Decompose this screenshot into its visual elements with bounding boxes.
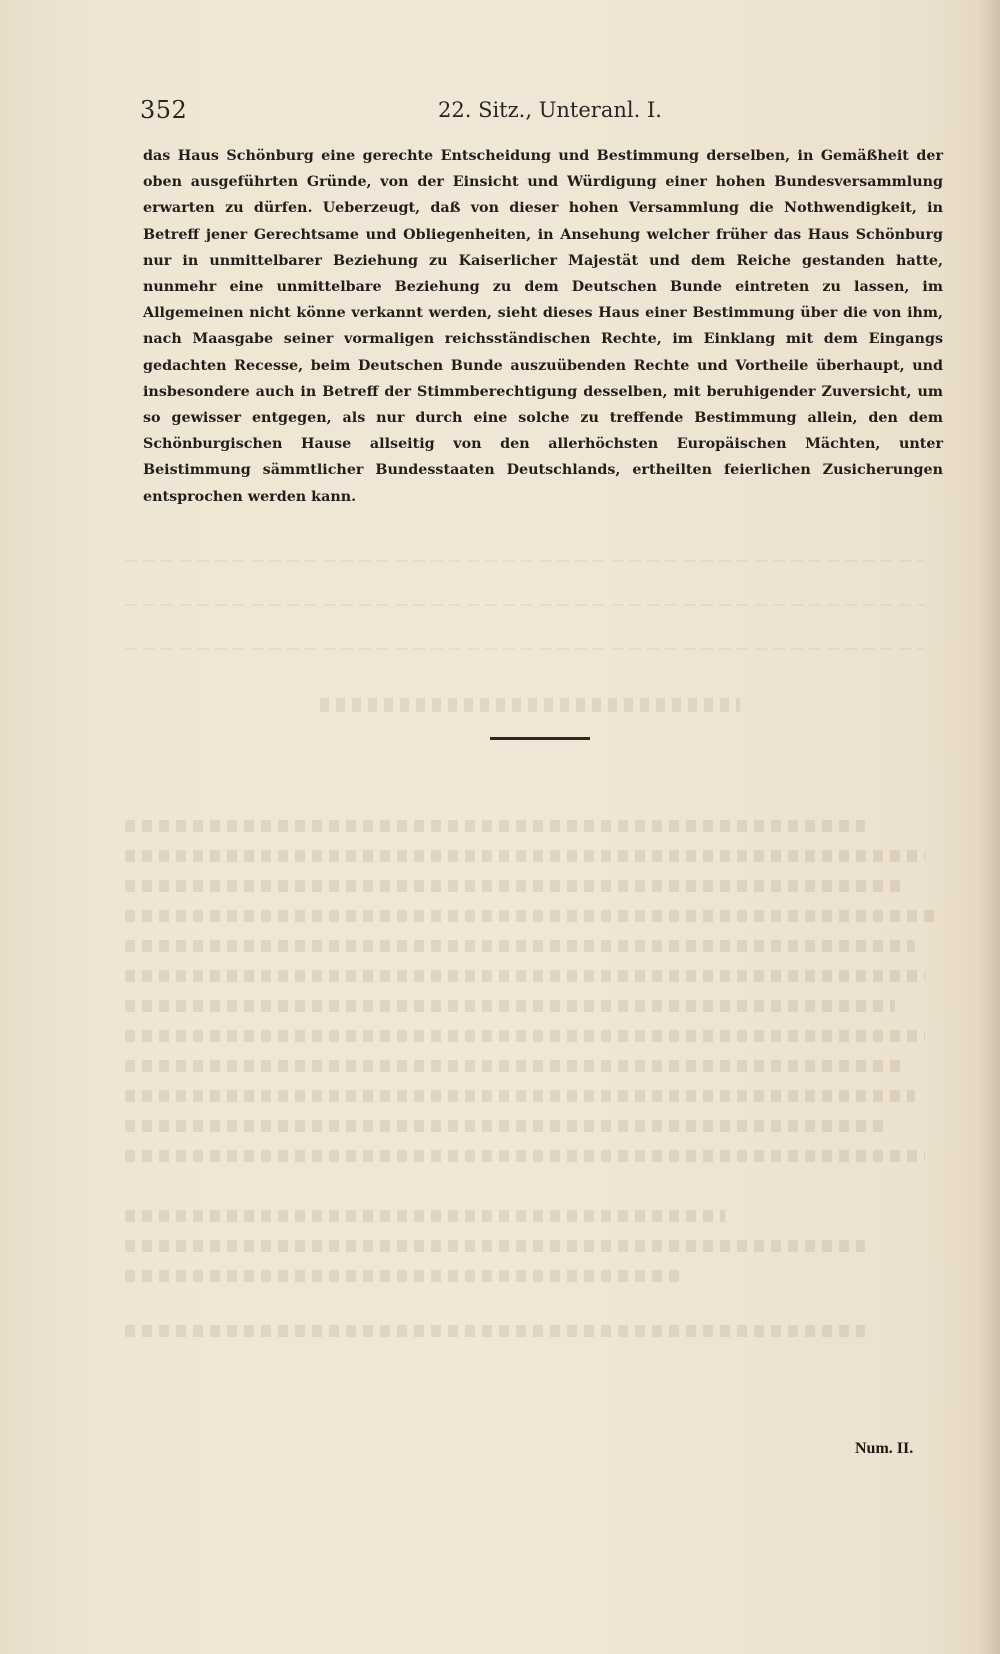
show-through-lines [125, 560, 925, 692]
show-through-line [125, 560, 925, 562]
show-through-text [320, 698, 740, 712]
bleed-line [125, 1210, 725, 1222]
running-head: 22. Sitz., Unteranl. I. [438, 98, 662, 122]
bleed-line [125, 1090, 915, 1102]
section-divider-rule [490, 737, 590, 740]
bleed-line [125, 1270, 685, 1282]
bleed-line [125, 1000, 895, 1012]
bleed-line [125, 880, 905, 892]
body-paragraph: das Haus Schönburg eine gerechte Entscheidung und Bestimmung derselben, in Gemäßheit der oben ausgeführten Gründe, von der Einsicht und Würdigung einer hohen Bundesversammlung erwarten zu dürfen. Ueberzeugt, daß von dieser hohen Versammlung die Nothwendigkeit, in Betreff jener Gerechtsame und Obliegenheiten, in Ansehung welcher früher das Haus Schönburg nur in unmittelbarer Beziehung zu Kaiserlicher Majestät und dem Reiche gestanden hatte, nunmehr eine unmittelbare Beziehung zu dem Deutschen Bunde eintreten zu lassen, im Allgemeinen nicht könne verkannt werden, sieht dieses Haus einer Bestimmung über die von ihm, nach Maasgabe seiner vormaligen reichsständischen Rechte, im Einklang mit dem Eingangs gedachten Recesse, beim Deutschen Bunde auszuübenden Rechte und Vortheile überhaupt, und insbesondere auch in Betreff der Stimmberechtigung desselben, mit beruhigender Zuversicht, um so gewisser entgegen, als nur durch eine solche zu treffende Bestimmung allein, den dem Schönburgischen Hause allseitig von den allerhöchsten Europäischen Mächten, unter Beistimmung sämmtlicher Bundesstaaten Deutschlands, ertheilten feierlichen Zusicherungen entsprochen werden kann. [143, 148, 943, 505]
bleed-line [125, 820, 865, 832]
bleed-line [125, 1120, 885, 1132]
page-header [140, 96, 940, 136]
bleed-line [125, 970, 925, 982]
bleed-line [125, 1240, 865, 1252]
bleed-line [125, 850, 925, 862]
bleed-line [125, 1150, 925, 1162]
bleed-line [125, 940, 915, 952]
show-through-line [125, 648, 925, 650]
bleed-line [125, 1030, 925, 1042]
reverse-side-bleed-through [125, 820, 945, 1340]
bleed-line [125, 1325, 865, 1337]
page-number: 352 [140, 96, 188, 124]
show-through-line [125, 604, 925, 606]
bleed-line [125, 910, 935, 922]
bleed-line [125, 1060, 905, 1072]
catchword: Num. II. [855, 1440, 914, 1457]
